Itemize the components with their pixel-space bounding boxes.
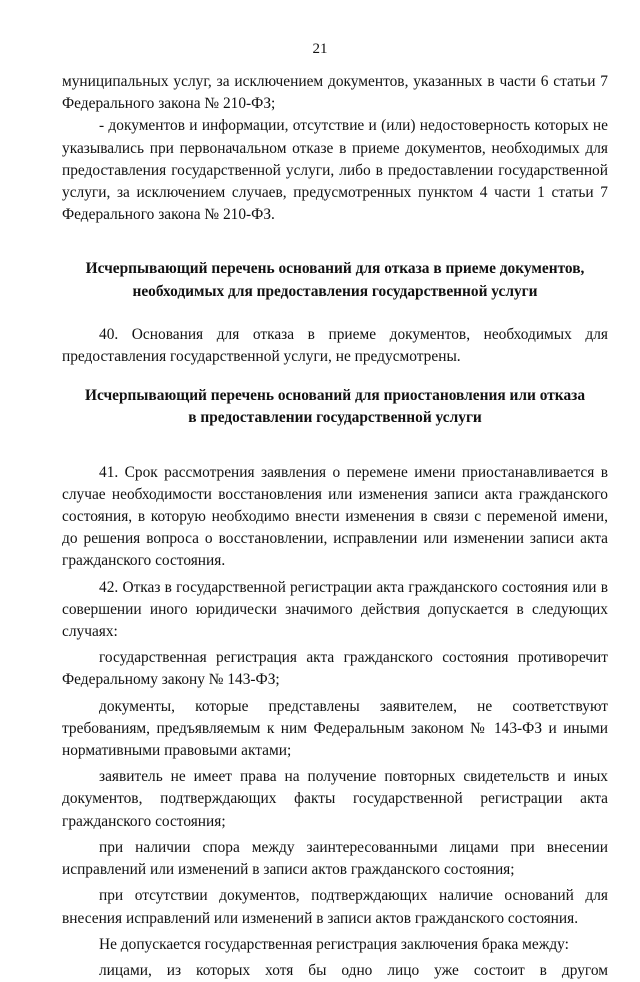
- paragraph-case: государственная регистрация акта гражданского состояния противоречит Федеральному закону № 143-ФЗ;: [62, 649, 608, 689]
- heading-line: необходимых для предоставления государственной услуги: [132, 282, 538, 300]
- paragraph-case: документы, которые представлены заявителем, не соответствуют требованиям, предъявляемым к ним Федеральным законом № 143-ФЗ и иными нормативными правовыми актами;: [62, 697, 608, 760]
- heading-line: в предоставлении государственной услуги: [188, 409, 482, 427]
- page-number: 21: [312, 41, 328, 57]
- paragraph-documents-not-indicated: - документов и информации, отсутствие и (или) недостоверность которых не указывались при первоначальном отказе в приеме документов, необходимых для предоставления государственной услуги, либо в предоставлении государственной услуги, за исключением случаев, предусмотренных пунктом 4 части 1 статьи 7 Федерального закона № 210-ФЗ.: [62, 117, 608, 224]
- paragraph-continuation: муниципальных услуг, за исключением документов, указанных в части 6 статьи 7 Федерального закона № 210-ФЗ;: [62, 73, 608, 113]
- heading-line: Исчерпывающий перечень оснований для приостановления или отказа: [84, 387, 586, 405]
- paragraph-case: при отсутствии документов, подтверждающих наличие оснований для внесения исправлений или изменений в записи актов гражданского состояния.: [62, 887, 608, 927]
- section-heading-suspension-refusal: [62, 385, 608, 429]
- paragraph-item-40: 40. Основания для отказа в приеме документов, необходимых для предоставления государственной услуги, не предусмотрены.: [62, 325, 608, 366]
- paragraph-item-41: 41. Срок рассмотрения заявления о перемене имени приостанавливается в случае необходимости восстановления или изменения записи акта гражданского состояния, в которую необходимо внести изменения в связи с переменой имени, до решения вопроса о восстановлении, исправлении или изменении записи акта гражданского состояния.: [62, 463, 608, 570]
- paragraph-item-42: 42. Отказ в государственной регистрации акта гражданского состояния или в совершении иного юридически значимого действия допускается в следующих случаях:: [62, 578, 608, 641]
- heading-line: Исчерпывающий перечень оснований для отказа в приеме документов,: [85, 260, 585, 278]
- paragraph-case: при наличии спора между заинтересованными лицами при внесении исправлений или изменений в записи актов гражданского состояния;: [62, 838, 608, 879]
- paragraph-marriage-intro: Не допускается государственная регистрация заключения брака между:: [99, 935, 569, 953]
- page-body: [62, 71, 608, 982]
- paragraph-case: заявитель не имеет права на получение повторных свидетельств и иных документов, подтверждающих факты государственной регистрации акта гражданского состояния;: [62, 768, 608, 830]
- section-heading-refusal-reception: [62, 258, 608, 302]
- paragraph-marriage-case: лицами, из которых хотя бы одно лицо уже состоит в другом: [99, 961, 608, 979]
